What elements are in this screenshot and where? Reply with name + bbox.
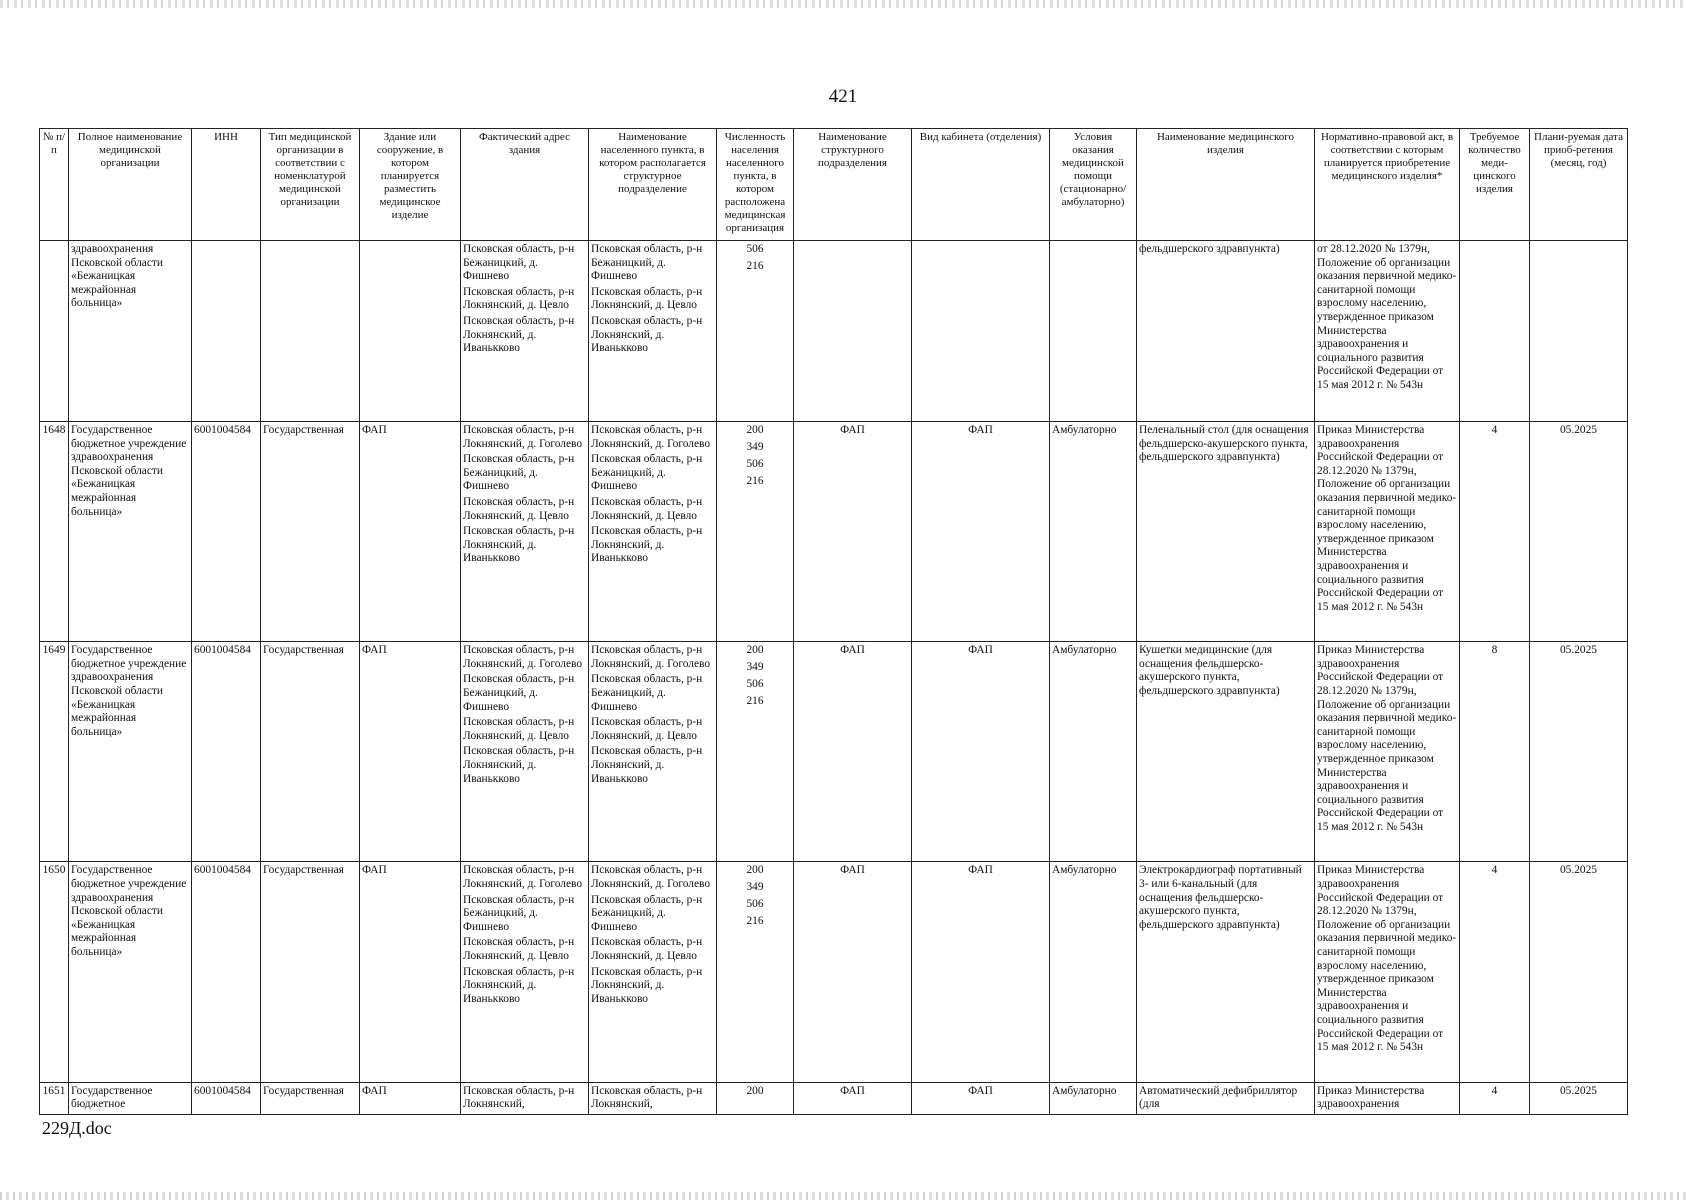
address-line: Псковская область, р-н Локнянский, д. Гоголево: [463, 423, 583, 450]
address-cell: [461, 642, 589, 862]
row-number: 1649: [40, 642, 69, 862]
table-row: [40, 642, 1628, 862]
settlement-line: Псковская область, р-н Бежаницкий, д. Фишнево: [591, 893, 703, 933]
address-line: Псковская область, р-н Локнянский, д. Иванькково: [463, 314, 575, 355]
purchase-date: 05.2025: [1530, 1082, 1628, 1114]
population-value: 216: [746, 260, 764, 272]
population-value: 216: [746, 915, 764, 928]
org-name: Государственное бюджетное: [69, 1082, 192, 1114]
address-cell: [461, 862, 589, 1082]
inn-value: 6001004584: [192, 642, 261, 862]
settlement-cell: [589, 862, 717, 1082]
address-line: Псковская область, р-н Локнянский, д. Иванькково: [463, 525, 575, 565]
settlement-line: Псковская область, р-н Бежаницкий, д. Фишнево: [591, 673, 703, 713]
org-type: Государственная: [261, 862, 360, 1082]
settlement-line: Псковская область, р-н Локнянский, д. Гоголево: [591, 644, 711, 670]
scan-artifact-top: [0, 0, 1686, 8]
population-value: 200: [746, 423, 764, 436]
population-value: 200: [717, 1082, 794, 1114]
settlement-line: Псковская область, р-н Локнянский, д. Гоголево: [591, 864, 711, 890]
address-line: Псковская область, р-н Локнянский, д. Гоголево: [463, 644, 583, 670]
population-value: 216: [746, 474, 764, 487]
cabinet: ФАП: [912, 1082, 1050, 1114]
division: ФАП: [794, 421, 912, 641]
table-row-partial: [40, 1082, 1628, 1114]
document-filename: 229Д.doc: [42, 1118, 112, 1138]
settlement-line: Псковская область, р-н Локнянский, д. Иванькково: [591, 965, 703, 1005]
table-row: [40, 421, 1628, 641]
population-value: 200: [746, 864, 764, 877]
address-cell: [461, 421, 589, 641]
population-cell: [717, 642, 794, 862]
building: ФАП: [360, 1082, 461, 1114]
address-line: Псковская область, р-н Локнянский,: [461, 1082, 589, 1114]
conditions: Амбулаторно: [1050, 862, 1137, 1082]
col-header-org: Полное наименование медицинской организации: [69, 129, 192, 241]
population-value: 506: [746, 457, 764, 470]
settlement-line: Псковская область, р-н Локнянский, д. Гоголево: [591, 423, 711, 450]
address-line: Псковская область, р-н Локнянский, д. Иванькково: [463, 965, 575, 1005]
purchase-date: 05.2025: [1530, 421, 1628, 641]
address-line: Псковская область, р-н Локнянский, д. Цевло: [463, 285, 575, 312]
device-name: Пеленальный стол (для оснащения фельдшерско-акушерского пункта, фельдшерского здравпункта): [1137, 421, 1315, 641]
inn-value: 6001004584: [192, 1082, 261, 1114]
device-name: фельдшерского здравпункта): [1137, 241, 1315, 422]
row-number: 1650: [40, 862, 69, 1082]
device-name: Автоматический дефибриллятор (для: [1137, 1082, 1315, 1114]
address-line: Псковская область, р-н Локнянский, д. Цевло: [463, 936, 575, 962]
legal-act: Приказ Министерства здравоохранения Российской Федерации от 28.12.2020 № 1379н, Положение об организации оказания первичной медико-санитарной помощи взрослому населению, утвержденное приказом Министерства здравоохранения и социального развития Российской Федерации от 15 мая 2012 г. № 543н: [1315, 421, 1460, 641]
settlement-cell: [589, 421, 717, 641]
population-value: 349: [746, 661, 764, 674]
population-value: 506: [746, 898, 764, 911]
row-number: 1648: [40, 421, 69, 641]
col-header-population: Численность населения населенного пункта, в котором расположена медицинская организация: [717, 129, 794, 241]
conditions: Амбулаторно: [1050, 421, 1137, 641]
device-name: Кушетки медицинские (для оснащения фельдшерско-акушерского пункта, фельдшерского здравпункта): [1137, 642, 1315, 862]
address-line: Псковская область, р-н Локнянский, д. Иванькково: [463, 745, 575, 785]
address-line: Псковская область, р-н Локнянский, д. Цевло: [463, 716, 575, 742]
population-value: 506: [746, 678, 764, 691]
col-header-num: № п/п: [40, 129, 69, 241]
settlement-line: Псковская область, р-н Локнянский, д. Цевло: [591, 285, 703, 312]
col-header-device: Наименование медицинского изделия: [1137, 129, 1315, 241]
cabinet: ФАП: [912, 642, 1050, 862]
settlement-line: Псковская область, р-н Бежаницкий, д. Фишнево: [591, 453, 703, 493]
building: ФАП: [360, 421, 461, 641]
col-header-division: Наименование структурного подразделения: [794, 129, 912, 241]
col-header-inn: ИНН: [192, 129, 261, 241]
col-header-date: Плани-руемая дата приоб-ретения (месяц, год): [1530, 129, 1628, 241]
org-type: Государственная: [261, 421, 360, 641]
settlement-line: Псковская область, р-н Бежаницкий, д. Фишнево: [591, 243, 703, 283]
legal-act: от 28.12.2020 № 1379н, Положение об организации оказания первичной медико-санитарной помощи взрослому населению, утвержденное приказом Министерства здравоохранения и социального развития Российской Федерации от 15 мая 2012 г. № 543н: [1315, 241, 1460, 422]
settlement-line: Псковская область, р-н Локнянский,: [589, 1082, 717, 1114]
org-name: Государственное бюджетное учреждение здравоохранения Псковской области «Бежаницкая межрайонная больница»: [69, 862, 192, 1082]
settlement-line: Псковская область, р-н Локнянский, д. Иванькково: [591, 525, 703, 565]
settlement-line: Псковская область, р-н Локнянский, д. Иванькково: [591, 745, 703, 785]
division: ФАП: [794, 862, 912, 1082]
population-value: 349: [746, 440, 764, 453]
org-name: здравоохранения Псковской области «Бежаницкая межрайонная больница»: [69, 241, 192, 422]
inn-value: 6001004584: [192, 421, 261, 641]
col-header-address: Фактический адрес здания: [461, 129, 589, 241]
org-name: Государственное бюджетное учреждение здравоохранения Псковской области «Бежаницкая межрайонная больница»: [69, 421, 192, 641]
table-header-row: [40, 129, 1628, 241]
settlement-line: Псковская область, р-н Локнянский, д. Цевло: [591, 936, 703, 962]
population-value: 200: [746, 644, 764, 657]
quantity: 4: [1460, 862, 1530, 1082]
address-line: Псковская область, р-н Бежаницкий, д. Фишнево: [463, 893, 575, 933]
conditions: Амбулаторно: [1050, 642, 1137, 862]
address-line: Псковская область, р-н Локнянский, д. Цевло: [463, 495, 575, 522]
address-line: Псковская область, р-н Бежаницкий, д. Фишнево: [463, 673, 575, 713]
settlement-cell: [589, 241, 717, 422]
purchase-date: 05.2025: [1530, 862, 1628, 1082]
legal-act: Приказ Министерства здравоохранения Российской Федерации от 28.12.2020 № 1379н, Положение об организации оказания первичной медико-санитарной помощи взрослому населению, утвержденное приказом Министерства здравоохранения и социального развития Российской Федерации от 15 мая 2012 г. № 543н: [1315, 862, 1460, 1082]
purchase-date: 05.2025: [1530, 642, 1628, 862]
org-type: Государственная: [261, 642, 360, 862]
population-value: 506: [746, 243, 764, 255]
device-name: Электрокардиограф портативный 3- или 6-канальный (для оснащения фельдшерско-акушерского пункта, фельдшерского здравпункта): [1137, 862, 1315, 1082]
address-line: Псковская область, р-н Локнянский, д. Гоголево: [463, 864, 583, 890]
cabinet: ФАП: [912, 421, 1050, 641]
col-header-building: Здание или сооружение, в котором планируется разместить медицинское изделие: [360, 129, 461, 241]
conditions: Амбулаторно: [1050, 1082, 1137, 1114]
inn-value: 6001004584: [192, 862, 261, 1082]
legal-act: Приказ Министерства здравоохранения Российской Федерации от 28.12.2020 № 1379н, Положение об организации оказания первичной медико-санитарной помощи взрослому населению, утвержденное приказом Министерства здравоохранения и социального развития Российской Федерации от 15 мая 2012 г. № 543н: [1315, 642, 1460, 862]
org-name: Государственное бюджетное учреждение здравоохранения Псковской области «Бежаницкая межрайонная больница»: [69, 642, 192, 862]
page-number: 421: [828, 86, 858, 107]
address-line: Псковская область, р-н Бежаницкий, д. Фишнево: [463, 243, 575, 283]
population-value: 216: [746, 695, 764, 708]
quantity: 8: [1460, 642, 1530, 862]
population-cell: [717, 862, 794, 1082]
population-cell: [717, 421, 794, 641]
population-value: 349: [746, 881, 764, 894]
col-header-quantity: Требуемое количество меди-цинского изделия: [1460, 129, 1530, 241]
table-row-continuation: [40, 241, 1628, 422]
org-type: Государственная: [261, 1082, 360, 1114]
settlement-cell: [589, 642, 717, 862]
division: ФАП: [794, 1082, 912, 1114]
col-header-type: Тип медицинской организации в соответствии с номенклатурой медицинской организации: [261, 129, 360, 241]
cabinet: ФАП: [912, 862, 1050, 1082]
col-header-legal-act: Нормативно-правовой акт, в соответствии с которым планируется приобретение медицинского изделия*: [1315, 129, 1460, 241]
quantity: 4: [1460, 421, 1530, 641]
quantity: 4: [1460, 1082, 1530, 1114]
population-cell: [717, 241, 794, 422]
col-header-cabinet: Вид кабинета (отделения): [912, 129, 1050, 241]
settlement-line: Псковская область, р-н Локнянский, д. Иванькково: [591, 314, 703, 355]
building: ФАП: [360, 642, 461, 862]
table-row: [40, 862, 1628, 1082]
division: ФАП: [794, 642, 912, 862]
legal-act: Приказ Министерства здравоохранения: [1315, 1082, 1460, 1114]
settlement-line: Псковская область, р-н Локнянский, д. Цевло: [591, 716, 703, 742]
building: ФАП: [360, 862, 461, 1082]
row-number: 1651: [40, 1082, 69, 1114]
equipment-table: [39, 128, 1628, 1115]
address-cell: [461, 241, 589, 422]
address-line: Псковская область, р-н Бежаницкий, д. Фишнево: [463, 453, 575, 493]
scan-artifact-bottom: [0, 1192, 1686, 1200]
settlement-line: Псковская область, р-н Локнянский, д. Цевло: [591, 495, 703, 522]
col-header-settlement: Наименование населенного пункта, в котором располагается структурное подразделение: [589, 129, 717, 241]
col-header-conditions: Условия оказания медицинской помощи (стационарно/ амбулаторно): [1050, 129, 1137, 241]
